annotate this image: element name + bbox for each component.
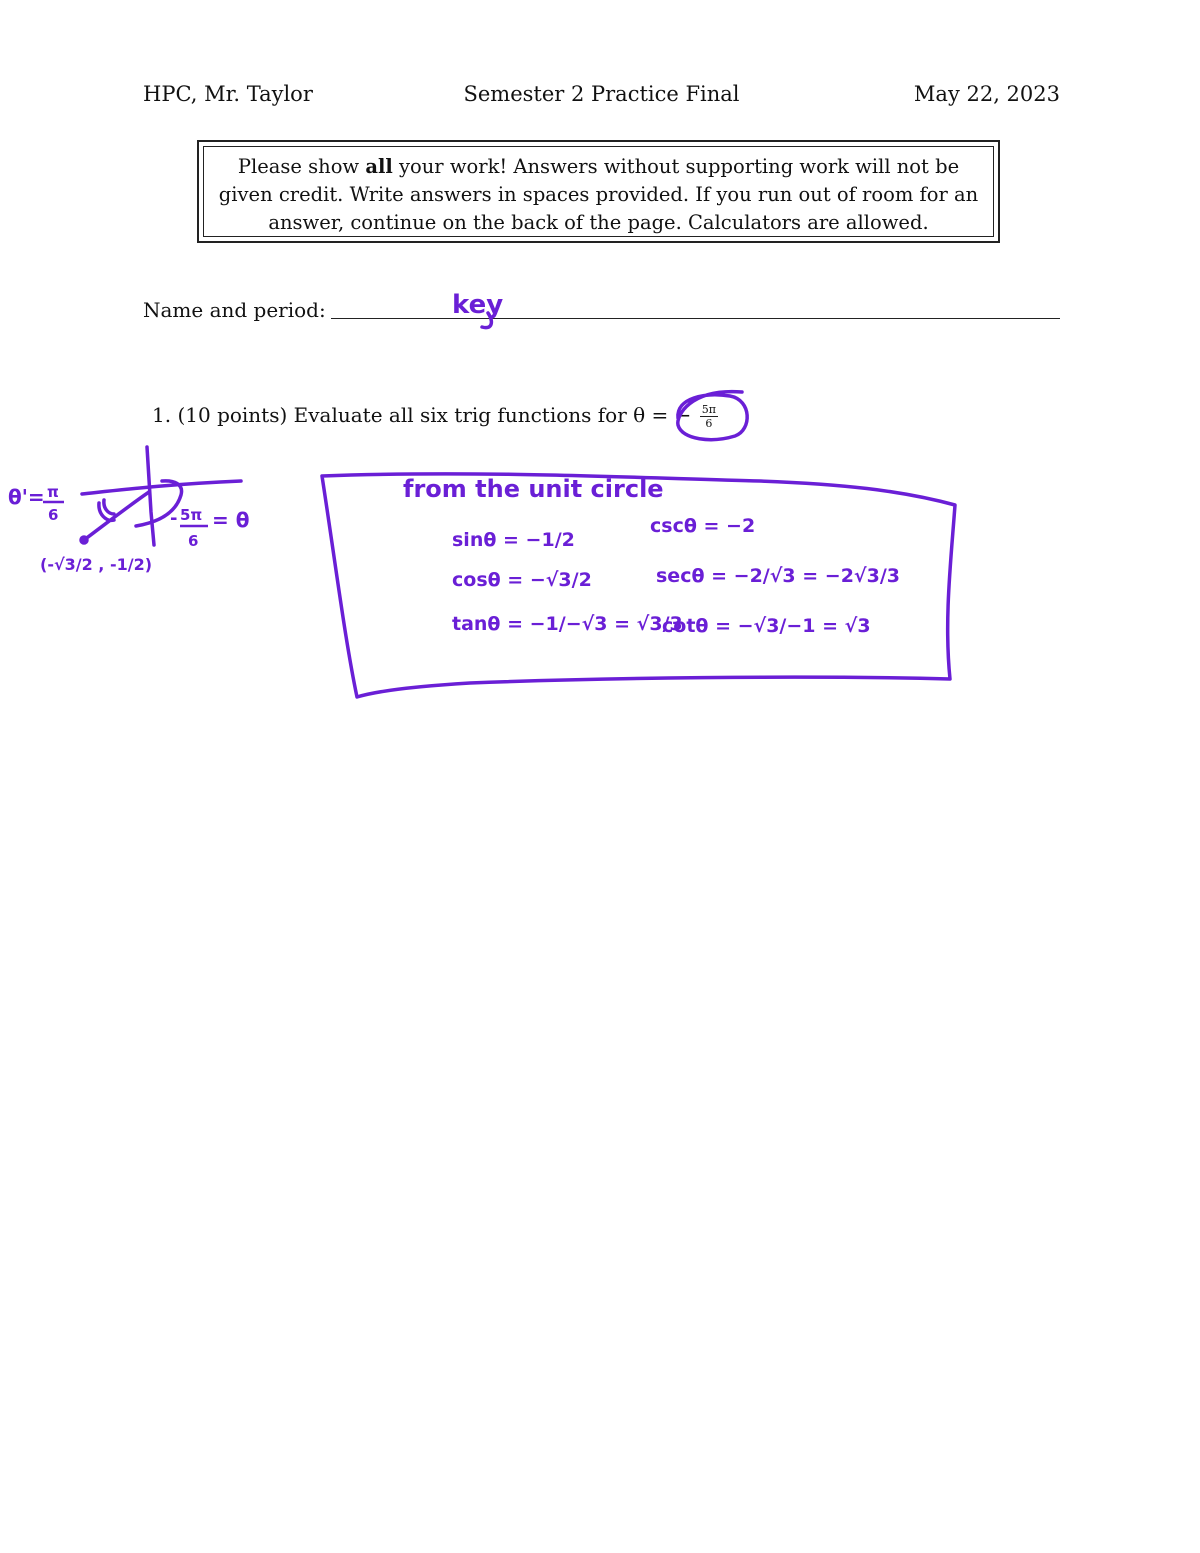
- course-teacher: HPC, Mr. Taylor: [143, 82, 313, 106]
- theta-sketch-num: 5π: [180, 506, 203, 524]
- question-points: (10 points): [177, 403, 288, 427]
- theta-denominator: 6: [705, 417, 713, 430]
- answer-box-text: [403, 475, 900, 637]
- sin-answer: sinθ = −1/2: [452, 529, 575, 551]
- cos-answer: cosθ = −√3/2: [452, 569, 592, 591]
- point-label: (-√3/2 , -1/2): [40, 555, 153, 574]
- instructions-start: Please show: [237, 155, 366, 178]
- theta-sketch-minus: -: [170, 508, 178, 529]
- sketch-y-axis: [147, 447, 154, 545]
- sketch-point-dot: [81, 537, 87, 543]
- handwritten-key: key: [452, 290, 504, 320]
- answer-circle: [678, 392, 747, 440]
- ref-angle-den: 6: [48, 506, 59, 524]
- sketch-terminal-ray: [84, 492, 149, 540]
- sketch-labels: [8, 483, 249, 574]
- question-number: 1.: [152, 403, 172, 427]
- theta-sketch-den: 6: [188, 532, 199, 550]
- exam-title: Semester 2 Practice Final: [463, 82, 740, 106]
- sketch-x-axis: [82, 481, 241, 494]
- answer-heading: from the unit circle: [403, 475, 664, 503]
- theta-sketch-rhs: = θ: [212, 508, 250, 532]
- tan-answer: tanθ = −1/−√3 = √3/3: [452, 613, 683, 635]
- ref-angle-num: π: [47, 483, 59, 501]
- name-period-label: Name and period:: [143, 298, 326, 322]
- exam-date: May 22, 2023: [913, 82, 1060, 106]
- ref-angle-label: θ'=: [8, 485, 45, 509]
- theta-minus-sign: −: [674, 403, 692, 427]
- theta-numerator: 5π: [701, 403, 717, 416]
- sketch-ref-arc-2: [104, 500, 114, 514]
- question-prompt: Evaluate all six trig functions for θ =: [293, 403, 669, 427]
- instructions-bold: all: [365, 155, 393, 178]
- cot-answer: cotθ = −√3/−1 = √3: [662, 615, 871, 637]
- instructions-rest: your work! Answers without supporting work will not be given credit. Write answers in spaces provided. If you run out of room for an answer, continue on the back of the page. Calculators are allowed.: [218, 155, 979, 234]
- csc-answer: cscθ = −2: [650, 515, 756, 537]
- sec-answer: secθ = −2/√3 = −2√3/3: [656, 565, 900, 587]
